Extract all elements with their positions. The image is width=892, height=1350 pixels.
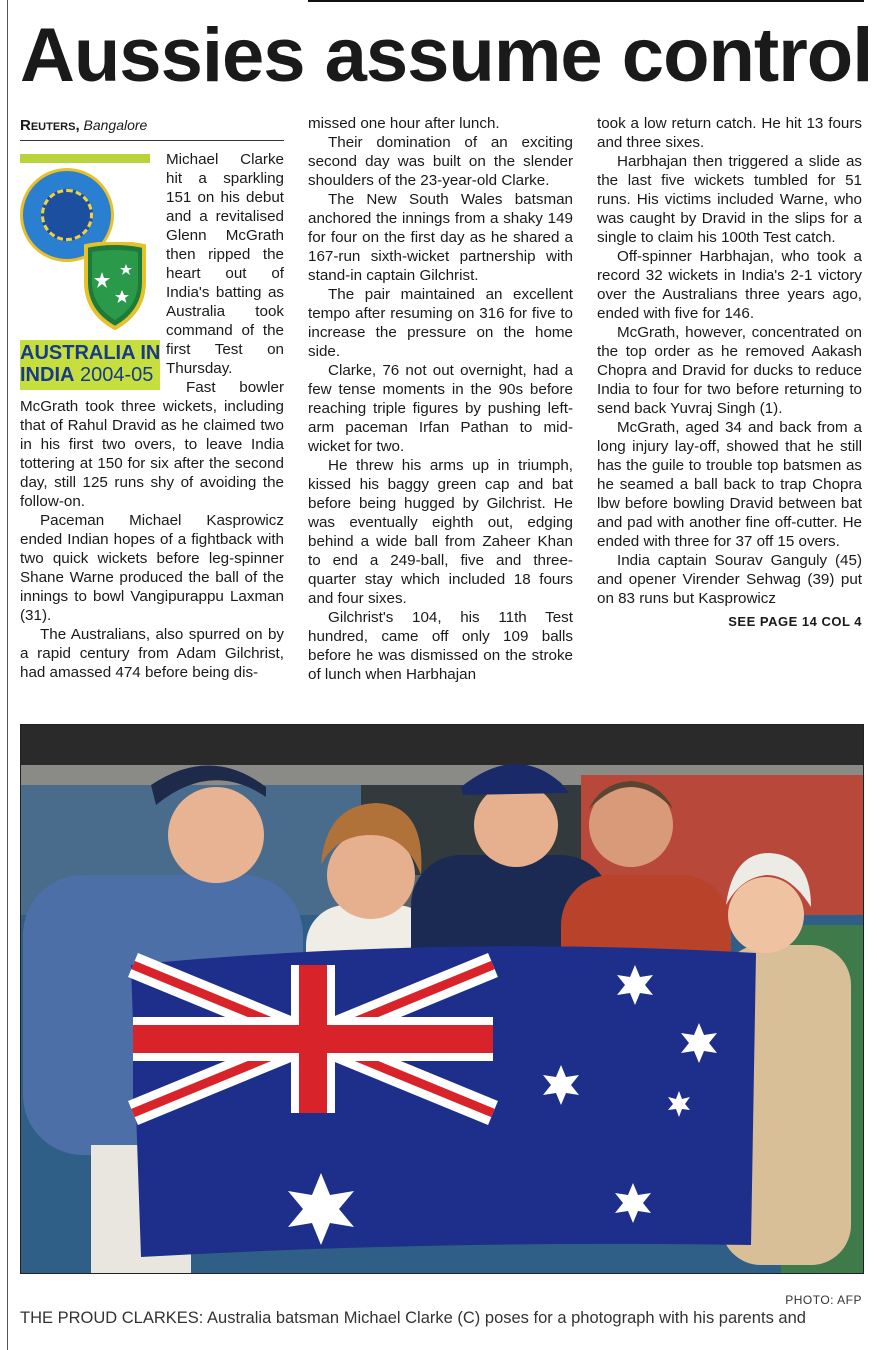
article-paragraph: India captain Sourav Ganguly (45) and opener Virender Sehwag (39) put on 83 runs but Kasprowicz — [597, 552, 862, 607]
series-tag — [20, 340, 160, 390]
series-tag-country: INDIA — [20, 364, 75, 386]
article-paragraph: The New South Wales batsman anchored the innings from a shaky 149 for four on the first day as he shared a 167-run sixth-wicket partnership with stand-in captain Gilchrist. — [308, 191, 573, 284]
photo-caption — [20, 1309, 880, 1328]
article-paragraph: Gilchrist's 104, his 11th Test hundred, came off only 109 balls before he was dismissed on the stroke of lunch when Harbhajan — [308, 609, 573, 683]
article-paragraph: McGrath, however, concentrated on the top order as he removed Aakash Chopra and Dravid for ducks to reduce India to four for two before returning to send back Yuvraj Singh (1). — [597, 324, 862, 417]
caption-text: Australia batsman Michael Clarke (C) poses for a photograph with his parents and — [203, 1309, 806, 1327]
article-paragraph: The Australians, also spurred on by a rapid century from Adam Gilchrist, had amassed 474 before being dis- — [20, 626, 284, 681]
byline — [20, 115, 284, 141]
series-tag-years: 2004-05 — [74, 364, 154, 386]
headline: Aussies assume control — [20, 13, 873, 98]
left-column-rule — [7, 0, 8, 1350]
article-paragraph: He threw his arms up in triumph, kissed his baggy green cap and bat before being hugged by Gilchrist. He was eventually eighth out, edging behind a wide ball from Zaheer Khan to end a 249-ball, five and three-quarter stay which included 18 fours and four sixes. — [308, 457, 573, 607]
article-paragraph: took a low return catch. He hit 13 fours and three sixes. — [597, 115, 862, 151]
article-paragraph: Their domination of an exciting second day was built on the slender shoulders of the 23-year-old Clarke. — [308, 134, 573, 189]
top-rule — [308, 0, 864, 2]
article-column-2 — [308, 114, 573, 684]
byline-place: Bangalore — [83, 117, 148, 133]
article-paragraph: Off-spinner Harbhajan, who took a record 32 wickets in India's 2-1 victory over the Australians three years ago, ended with five for 146. — [597, 248, 862, 322]
photo-credit: PHOTO: AFP — [785, 1293, 862, 1307]
article-paragraph: Clarke, 76 not out overnight, had a few tense moments in the 90s before reaching triple figures by pushing left-arm paceman Irfan Pathan to mid-wicket for two. — [308, 362, 573, 455]
stadium-roof — [21, 725, 863, 765]
series-tag-line2 — [20, 366, 153, 385]
news-photo — [20, 724, 864, 1274]
article-paragraph: missed one hour after lunch. — [308, 115, 500, 132]
article-column-1 — [20, 150, 284, 682]
byline-agency: Reuters, — [20, 117, 80, 134]
series-tag-line1: AUSTRALIA IN — [20, 342, 161, 364]
series-logo — [20, 150, 160, 392]
article-paragraph: Harbhajan then triggered a slide as the last five wickets tumbled for 51 runs. His victims included Warne, who was caught by Dravid in the slips for a single to claim his 100th Test catch. — [597, 153, 862, 246]
article-paragraph: Fast bowler McGrath took three wickets, including that of Rahul Dravid as he claimed two in his first two overs, to leave India tottering at 150 for six after the second day, still 125 runs shy of avoiding the follow-on. — [20, 379, 284, 510]
article-paragraph: Paceman Michael Kasprowicz ended Indian hopes of a fightback with two quick wickets before leg-spinner Shane Warne produced the ball of the innings to bowl Vangipurappu Laxman (31). — [20, 512, 284, 624]
caption-lead: THE PROUD CLARKES: — [20, 1309, 204, 1327]
photo-illustration — [21, 725, 863, 1273]
cricket-australia-shield-icon — [82, 242, 148, 330]
continued-jump-link[interactable]: SEE PAGE 14 COL 4 — [728, 614, 862, 629]
article-paragraph: The pair maintained an excellent tempo after resuming on 316 for five to increase the pressure on the home side. — [308, 286, 573, 360]
logo-green-bar — [20, 154, 150, 163]
article-paragraph: McGrath, aged 34 and back from a long injury lay-off, showed that he still has the guile to trouble top batsmen as he seamed a ball back to trap Chopra lbw before bowling Dravid between bat and pad with another fine off-cutter. He ended with three for 37 off 15 overs. — [597, 419, 862, 550]
article-column-3 — [597, 114, 862, 631]
australian-flag-icon — [131, 946, 756, 1257]
article-lead: Michael Clarke hit a sparkling 151 on his debut and a revitalised Glenn McGrath then ripped the heart out of India's batting as Australia took command of the first Test on Thursday. — [166, 151, 284, 377]
